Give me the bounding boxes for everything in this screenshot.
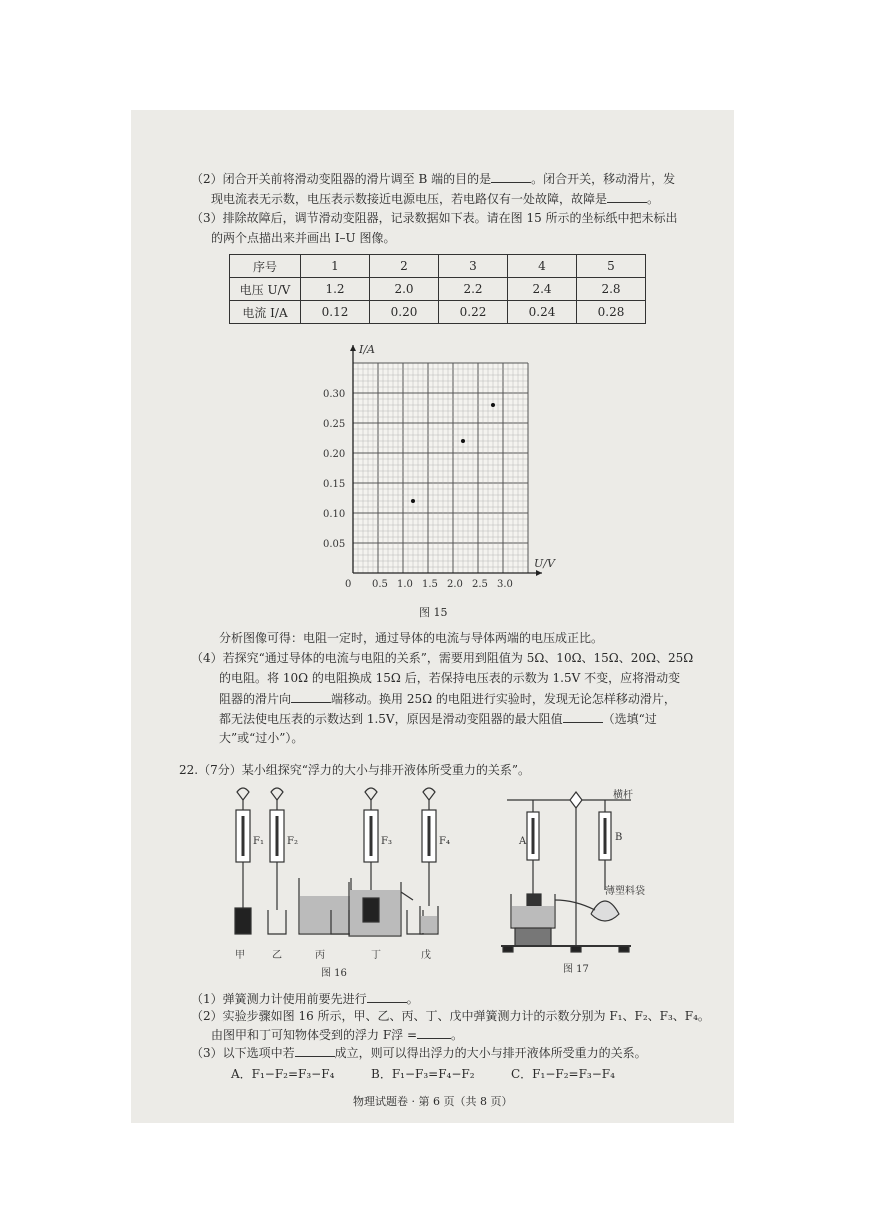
- q22-part3-line1: （3）以下选项中若 成立，则可以得出浮力的大小与排开液体所受重力的关系。: [191, 1046, 647, 1060]
- x-tick-label: 0.5: [372, 579, 388, 590]
- lift-platform-icon: [515, 928, 551, 946]
- table-cell: 2.4: [508, 278, 577, 301]
- q22-part2-line1: （2）实验步骤如图 16 所示，甲、乙、丙、丁、戊中弹簧测力计的示数分别为 F₁、F₂、F₃、F₄。: [191, 1009, 710, 1023]
- figure-16-caption: 图 16: [321, 968, 347, 979]
- step-label-bing: 丙: [315, 950, 325, 961]
- q22-part2-line2: 由图甲和丁可知物体受到的浮力 F浮 = 。: [211, 1028, 464, 1042]
- option-a: A．F₁−F₂=F₃−F₄: [231, 1067, 335, 1081]
- x-tick-label: 3.0: [497, 579, 513, 590]
- table-cell: 1: [301, 255, 370, 278]
- y-tick-label: 0.10: [323, 509, 346, 520]
- q22-title: 22.（7分）某小组探究“浮力的大小与排开液体所受重力的关系”。: [179, 763, 530, 777]
- q21-part4-line5: 大”或“过小”）。: [219, 731, 304, 745]
- figure-17: [501, 792, 631, 952]
- x-tick-label: 1.5: [422, 579, 438, 590]
- answer-blank[interactable]: [417, 1026, 451, 1039]
- step-label-yi: 乙: [272, 950, 282, 961]
- bag-label: 薄塑料袋: [605, 886, 645, 897]
- y-tick-label: 0.30: [323, 389, 346, 400]
- step-label-jia: 甲: [235, 950, 245, 961]
- meter-label-b: B: [615, 832, 623, 843]
- q21-analysis: 分析图像可得：电阻一定时，通过导体的电流与导体两端的电压成正比。: [219, 631, 604, 645]
- option-c: C．F₁−F₂=F₃−F₄: [511, 1067, 615, 1081]
- q21-part4-line4: 都无法使电压表的示数达到 1.5V，原因是滑动变阻器的最大阻值 （选填“过: [219, 712, 657, 726]
- table-cell: 序号: [230, 255, 301, 278]
- q21-part3-line2: 的两个点描出来并画出 I–U 图像。: [211, 231, 396, 245]
- table-cell: 4: [508, 255, 577, 278]
- table-cell: 1.2: [301, 278, 370, 301]
- meter-label-a: A: [519, 836, 527, 847]
- table-cell: 3: [439, 255, 508, 278]
- exam-page: [131, 110, 734, 1123]
- answer-blank[interactable]: [367, 990, 407, 1003]
- y-tick-label: 0.05: [323, 539, 346, 550]
- meter-label-f1: F₁: [253, 836, 264, 847]
- table-cell: 0.12: [301, 301, 370, 324]
- meter-label-f4: F₄: [439, 836, 450, 847]
- step-label-wu: 戊: [421, 950, 431, 961]
- q22-part1: （1）弹簧测力计使用前要先进行 。: [191, 992, 419, 1006]
- table-cell: 2.8: [577, 278, 646, 301]
- q21-part4-line2: 的电阻。将 10Ω 的电阻换成 15Ω 后，若保持电压表的示数为 1.5V 不变，应将滑动变: [219, 671, 681, 685]
- figure-15-caption: 图 15: [419, 606, 448, 619]
- meter-hook-icon: [237, 788, 249, 800]
- figure-16: [131, 110, 734, 1123]
- x-tick-label: 1.0: [397, 579, 413, 590]
- meter-label-f3: F₃: [381, 836, 392, 847]
- table-cell: 0.28: [577, 301, 646, 324]
- y-tick-label: 0.25: [323, 419, 346, 430]
- step-label-ding: 丁: [371, 950, 381, 961]
- page-footer: 物理试题卷 · 第 6 页（共 8 页）: [353, 1095, 513, 1108]
- q21-part2-line2: 现电流表无示数，电压表示数接近电源电压，若电路仅有一处故障，故障是 。: [211, 192, 660, 206]
- table-cell: 2.2: [439, 278, 508, 301]
- x-tick-label: 0: [345, 579, 352, 590]
- plastic-bag-icon: [591, 901, 619, 921]
- rod-label: 横杆: [613, 790, 633, 801]
- meter-label-f2: F₂: [287, 836, 298, 847]
- table-cell: 2.0: [370, 278, 439, 301]
- metal-block-icon: [235, 908, 251, 934]
- x-tick-label: 2.0: [447, 579, 463, 590]
- y-axis-label: I/A: [359, 343, 375, 356]
- table-cell: 5: [577, 255, 646, 278]
- table-cell: 2: [370, 255, 439, 278]
- y-tick-label: 0.20: [323, 449, 346, 460]
- table-cell: 0.24: [508, 301, 577, 324]
- table-cell: 0.22: [439, 301, 508, 324]
- table-cell: 电流 I/A: [230, 301, 301, 324]
- q21-part4-line3: 阻器的滑片向 端移动。换用 25Ω 的电阻进行实验时，发现无论怎样移动滑片，: [219, 692, 676, 706]
- q21-part4-line1: （4）若探究“通过导体的电流与电阻的关系”，需要用到阻值为 5Ω、10Ω、15Ω、20Ω、25Ω: [191, 651, 694, 665]
- answer-blank[interactable]: [295, 1044, 335, 1057]
- q21-part2-line1: （2）闭合开关前将滑动变阻器的滑片调至 B 端的目的是 。闭合开关，移动滑片，发: [191, 172, 676, 186]
- q21-part3-line1: （3）排除故障后，调节滑动变阻器，记录数据如下表。请在图 15 所示的坐标纸中把未标出: [191, 211, 678, 225]
- figure-17-caption: 图 17: [563, 964, 589, 975]
- small-cup-icon: [268, 910, 286, 934]
- y-tick-label: 0.15: [323, 479, 346, 490]
- x-axis-label: U/V: [534, 557, 555, 570]
- table-cell: 电压 U/V: [230, 278, 301, 301]
- x-tick-label: 2.5: [472, 579, 488, 590]
- table-cell: 0.20: [370, 301, 439, 324]
- option-b: B．F₁−F₃=F₄−F₂: [371, 1067, 475, 1081]
